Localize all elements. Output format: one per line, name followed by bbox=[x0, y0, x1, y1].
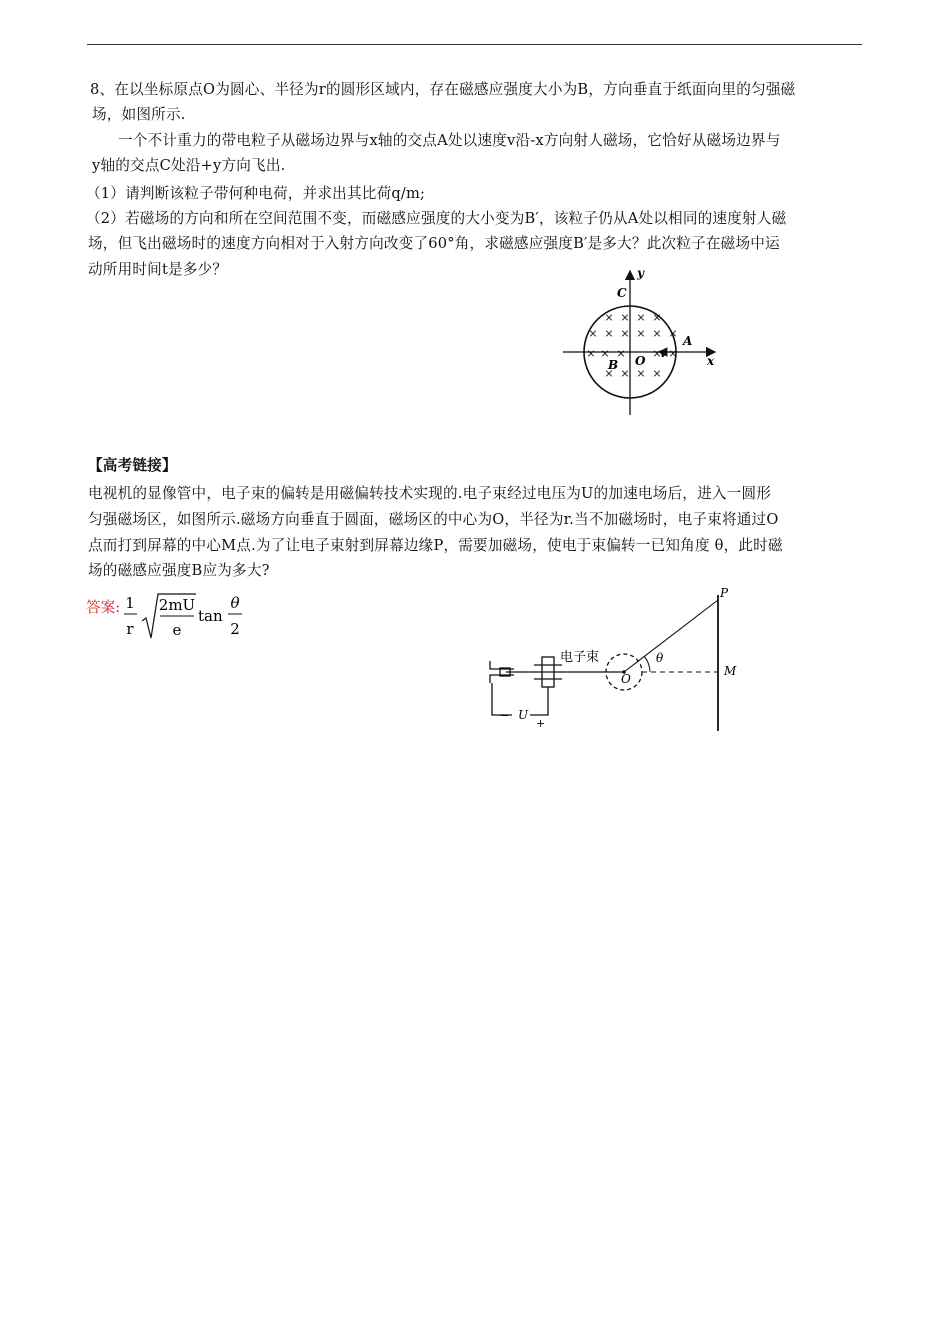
svg-text:×: × bbox=[604, 327, 614, 340]
label-electron-beam: 电子束 bbox=[560, 650, 600, 665]
q8-part-2-line-3: 动所用时间t是多少？ bbox=[88, 261, 228, 278]
q8-part-2-line-2: 场，但飞出磁场时的速度方向相对于入射方向改变了60°角，求磁感应强度B′是多大？此次粒子在磁场中运 bbox=[88, 235, 780, 252]
svg-text:×: × bbox=[620, 311, 630, 324]
sqrt-numerator: 2mU bbox=[158, 596, 196, 614]
label-O: O bbox=[635, 354, 646, 368]
q8-line-3: 一个不计重力的带电粒子从磁场边界与x轴的交点A处以速度v沿-x方向射人磁场，它恰好从磁场边界与 bbox=[118, 132, 781, 149]
electron-gun bbox=[490, 657, 562, 715]
svg-text:×: × bbox=[652, 347, 662, 360]
answer-label: 答案: bbox=[86, 599, 121, 616]
svg-text:×: × bbox=[668, 347, 678, 360]
frac-1-numerator: 1 bbox=[125, 594, 135, 612]
label-x: x bbox=[707, 354, 715, 368]
svg-text:×: × bbox=[620, 327, 630, 340]
q8-line-1: 8、在以坐标原点O为圆心、半径为r的圆形区域内，存在磁感应强度大小为B，方向垂直于纸面向里的匀强磁 bbox=[90, 81, 796, 98]
figure-magnetic-circle bbox=[555, 265, 730, 420]
q8-line-2: 场，如图所示. bbox=[92, 106, 186, 123]
label-U: U bbox=[518, 708, 529, 722]
frac-2-denominator: 2 bbox=[230, 620, 240, 638]
label-plus: + bbox=[536, 717, 546, 730]
svg-text:×: × bbox=[588, 327, 598, 340]
svg-text:×: × bbox=[652, 311, 662, 324]
q8-part-1: （1）请判断该粒子带何种电荷，并求出其比荷q/m; bbox=[86, 185, 426, 202]
svg-text:×: × bbox=[636, 327, 646, 340]
q8-part-2-line-1: （2）若磁场的方向和所在空间范围不变，而磁感应强度的大小变为B′，该粒子仍从A处以相同的速度射人磁 bbox=[86, 210, 787, 227]
section-heading: 【高考链接】 bbox=[88, 457, 177, 474]
frac-1-denominator: r bbox=[126, 620, 134, 638]
label-y: y bbox=[637, 266, 644, 280]
link-line-2: 匀强磁场区，如图所示.磁场方向垂直于圆面，磁场区的中心为O，半径为r.当不加磁场时，电子束将通过O bbox=[88, 511, 779, 528]
svg-text:×: × bbox=[652, 327, 662, 340]
deflected-path bbox=[624, 600, 718, 672]
link-line-1: 电视机的显像管中，电子束的偏转是用磁偏转技术实现的.电子束经过电压为U的加速电场后，进入一圆形 bbox=[88, 485, 772, 502]
q8-line-4: y轴的交点C处沿+y方向飞出. bbox=[92, 157, 286, 174]
header-rule bbox=[87, 44, 862, 45]
label-B: B bbox=[608, 358, 619, 372]
label-C: C bbox=[617, 286, 627, 300]
link-line-4: 场的磁感应强度B应为多大? bbox=[88, 562, 270, 579]
svg-text:×: × bbox=[636, 311, 646, 324]
svg-text:×: × bbox=[604, 367, 614, 380]
link-line-3: 点而打到屏幕的中心M点.为了让电子束射到屏幕边缘P，需要加磁场，使电于束偏转一已知角度 θ，此时磁 bbox=[88, 537, 783, 554]
sqrt-denominator: e bbox=[172, 621, 182, 639]
frac-2-numerator: θ bbox=[230, 594, 240, 612]
label-M: M bbox=[724, 664, 737, 678]
svg-text:×: × bbox=[636, 367, 646, 380]
svg-text:×: × bbox=[600, 347, 610, 360]
svg-text:×: × bbox=[586, 347, 596, 360]
label-O: O bbox=[621, 672, 631, 686]
label-minus: − bbox=[500, 709, 510, 722]
svg-text:×: × bbox=[616, 347, 626, 360]
label-v: v bbox=[660, 347, 667, 360]
tan-function: tan bbox=[198, 607, 223, 625]
answer-formula bbox=[86, 590, 256, 646]
label-A: A bbox=[683, 334, 693, 348]
figure-crt-deflection bbox=[484, 585, 754, 737]
label-P: P bbox=[720, 586, 729, 600]
svg-text:×: × bbox=[604, 311, 614, 324]
svg-text:×: × bbox=[652, 367, 662, 380]
label-theta: θ bbox=[656, 651, 664, 665]
svg-text:×: × bbox=[620, 367, 630, 380]
svg-text:×: × bbox=[668, 327, 678, 340]
